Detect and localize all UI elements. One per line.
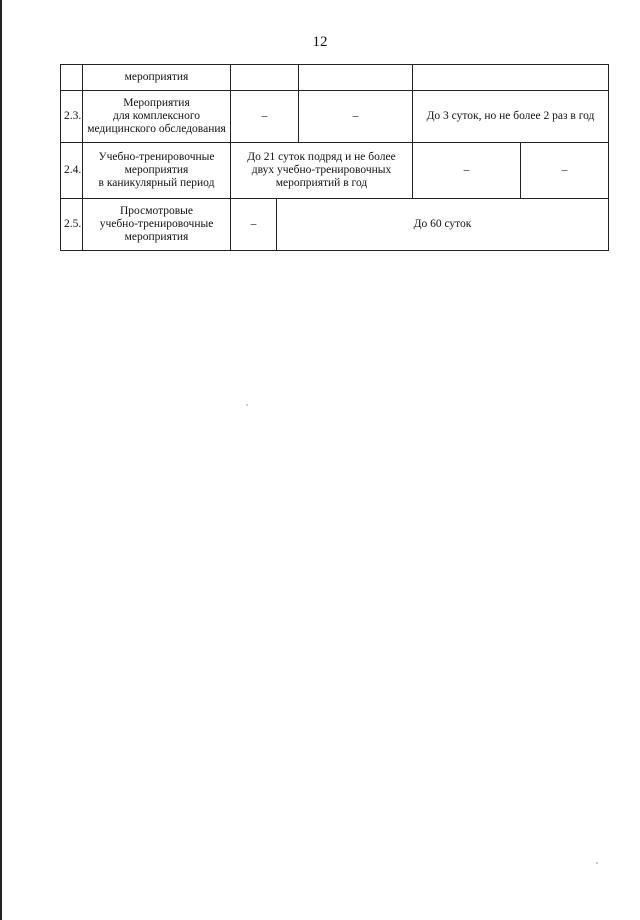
scan-speck <box>246 404 248 406</box>
cell-event-name <box>83 91 231 143</box>
name-line: медицинского обследования <box>87 123 226 135</box>
value-line: двух учебно-тренировочных <box>251 164 392 176</box>
cell-event-name: мероприятия <box>83 65 231 91</box>
cell-value: – <box>413 143 521 199</box>
cell-number: 2.5. <box>61 199 83 251</box>
cell-event-name <box>83 143 231 199</box>
value-line: мероприятий в год <box>275 177 368 189</box>
cell-value: – <box>231 199 277 251</box>
cell-value: До 3 суток, но не более 2 раз в год <box>413 91 609 143</box>
cell-value <box>231 143 413 199</box>
name-line: мероприятия <box>124 164 189 176</box>
cell-empty <box>299 65 413 91</box>
cell-value: – <box>231 91 299 143</box>
cell-number <box>61 65 83 91</box>
name-line: Учебно-тренировочные <box>98 151 215 163</box>
value-line: До 21 суток подряд и не более <box>247 151 396 163</box>
cell-value: – <box>299 91 413 143</box>
page-number: 12 <box>312 34 328 50</box>
cell-event-name <box>83 199 231 251</box>
events-table <box>60 64 609 251</box>
name-line: учебно-тренировочные <box>99 218 214 230</box>
table-row-2-3 <box>61 91 609 143</box>
name-line: мероприятия <box>124 231 189 243</box>
cell-value: До 60 суток <box>277 199 609 251</box>
cell-value: – <box>521 143 609 199</box>
table-row-continuation <box>61 65 609 91</box>
cell-number: 2.4. <box>61 143 83 199</box>
name-line: Мероприятия <box>123 97 190 109</box>
cell-number: 2.3. <box>61 91 83 143</box>
scan-speck <box>596 862 598 864</box>
name-line: Просмотровые <box>120 205 193 217</box>
name-line: в каникулярный период <box>98 177 215 189</box>
name-line: для комплексного <box>112 110 201 122</box>
cell-empty <box>231 65 299 91</box>
cell-empty <box>413 65 609 91</box>
table-row-2-5 <box>61 199 609 251</box>
page-edge <box>0 0 2 920</box>
table-row-2-4 <box>61 143 609 199</box>
